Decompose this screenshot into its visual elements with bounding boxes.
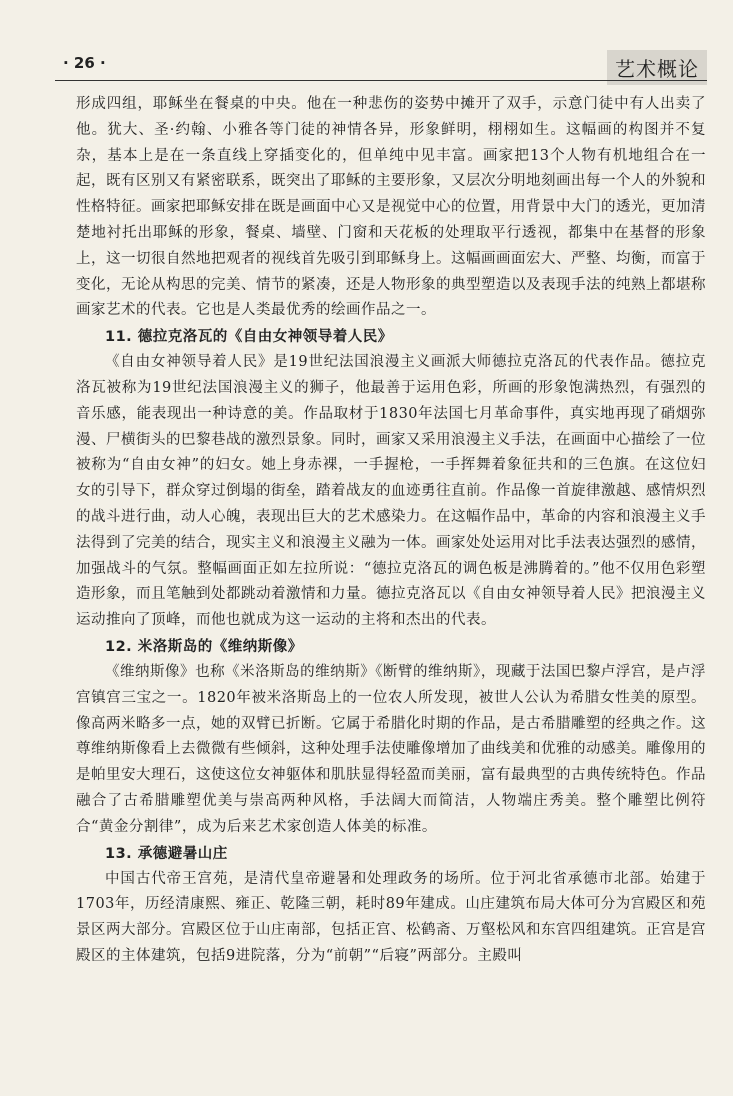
header-rule — [55, 80, 707, 81]
page-header — [55, 50, 707, 84]
section-heading-11: 11. 德拉克洛瓦的《自由女神领导着人民》 — [105, 329, 393, 346]
paragraph-continued: 形成四组，耶稣坐在餐桌的中央。他在一种悲伤的姿势中摊开了双手，示意门徒中有人出卖了他。犹大、圣·约翰、小雅各等门徒的神情各异，形象鲜明，栩栩如生。这幅画的构图并不复杂，基本上是在一条直线上穿插变化的，但单纯中见丰富。画家把13个人物有机地组合在一起，既有区别又有紧密联系，既突出了耶稣的主要形象，又层次分明地刻画出每一个人的外貌和性格特征。画家把耶稣安排在既是画面中心又是视觉中心的位置，用背景中大门的透光，更加清楚地衬托出耶稣的形象，餐桌、墙壁、门窗和天花板的处理取平行透视，都集中在基督的形象上，这一切很自然地把观者的视线首先吸引到耶稣身上。这幅画画面宏大、严整、均衡，而富于变化，无论从构思的完美、情节的紧凑，还是人物形象的典型塑造以及表现手法的纯熟上都堪称画家艺术的代表。它也是人类最优秀的绘画作品之一。 — [76, 96, 706, 319]
paragraph-liberty-leading-the-people: 《自由女神领导着人民》是19世纪法国浪漫主义画派大师德拉克洛瓦的代表作品。德拉克洛瓦被称为19世纪法国浪漫主义的狮子，他最善于运用色彩，所画的形象饱满热烈，有强烈的音乐感，能表现出一种诗意的美。作品取材于1830年法国七月革命事件，真实地再现了硝烟弥漫、尸横街头的巴黎巷战的激烈景象。同时，画家又采用浪漫主义手法，在画面中心描绘了一位被称为“自由女神”的妇女。她上身赤裸，一手握枪，一手挥舞着象征共和的三色旗。在这位妇女的引导下，群众穿过倒塌的街垒，踏着战友的血迹勇往直前。作品像一首旋律激越、感情炽烈的战斗进行曲，动人心魄，表现出巨大的艺术感染力。在这幅作品中，革命的内容和浪漫主义手法得到了完美的结合，现实主义和浪漫主义融为一体。画家处处运用对比手法表达强烈的感情，加强战斗的气氛。整幅画面正如左拉所说：“德拉克洛瓦的调色板是沸腾着的。”他不仅用色彩塑造形象，而且笔触到处都跳动着激情和力量。德拉克洛瓦以《自由女神领导着人民》把浪漫主义运动推向了顶峰，而他也就成为这一运动的主将和杰出的代表。 — [76, 354, 706, 629]
section-heading-13: 13. 承德避暑山庄 — [105, 845, 228, 862]
page-number: · 26 · — [63, 54, 106, 72]
section-heading-12: 12. 米洛斯岛的《维纳斯像》 — [105, 638, 303, 655]
book-title: 艺术概论 — [607, 50, 707, 85]
paragraph-venus-de-milo: 《维纳斯像》也称《米洛斯岛的维纳斯》《断臂的维纳斯》，现藏于法国巴黎卢浮宫，是卢浮宫镇宫三宝之一。1820年被米洛斯岛上的一位农人所发现，被世人公认为希腊女性美的原型。像高两米略多一点，她的双臂已折断。它属于希腊化时期的作品，是古希腊雕塑的经典之作。这尊维纳斯像看上去微微有些倾斜，这种处理手法使雕像增加了曲线美和优雅的动感美。雕像用的是帕里安大理石，这使这位女神躯体和肌肤显得轻盈而美丽，富有最典型的古典传统特色。作品融合了古希腊雕塑优美与崇高两种风格，手法阔大而简洁，人物端庄秀美。整个雕塑比例符合“黄金分割律”，成为后来艺术家创造人体美的标准。 — [76, 663, 706, 835]
page-body — [76, 92, 706, 970]
paragraph-chengde-mountain-resort: 中国古代帝王宫苑，是清代皇帝避暑和处理政务的场所。位于河北省承德市北部。始建于1703年，历经清康熙、雍正、乾隆三朝，耗时89年建成。山庄建筑布局大体可分为宫殿区和苑景区两大部分。宫殿区位于山庄南部，包括正宫、松鹤斋、万壑松风和东宫四组建筑。正宫是宫殿区的主体建筑，包括9进院落，分为“前朝”“后寝”两部分。主殿叫 — [76, 870, 706, 964]
